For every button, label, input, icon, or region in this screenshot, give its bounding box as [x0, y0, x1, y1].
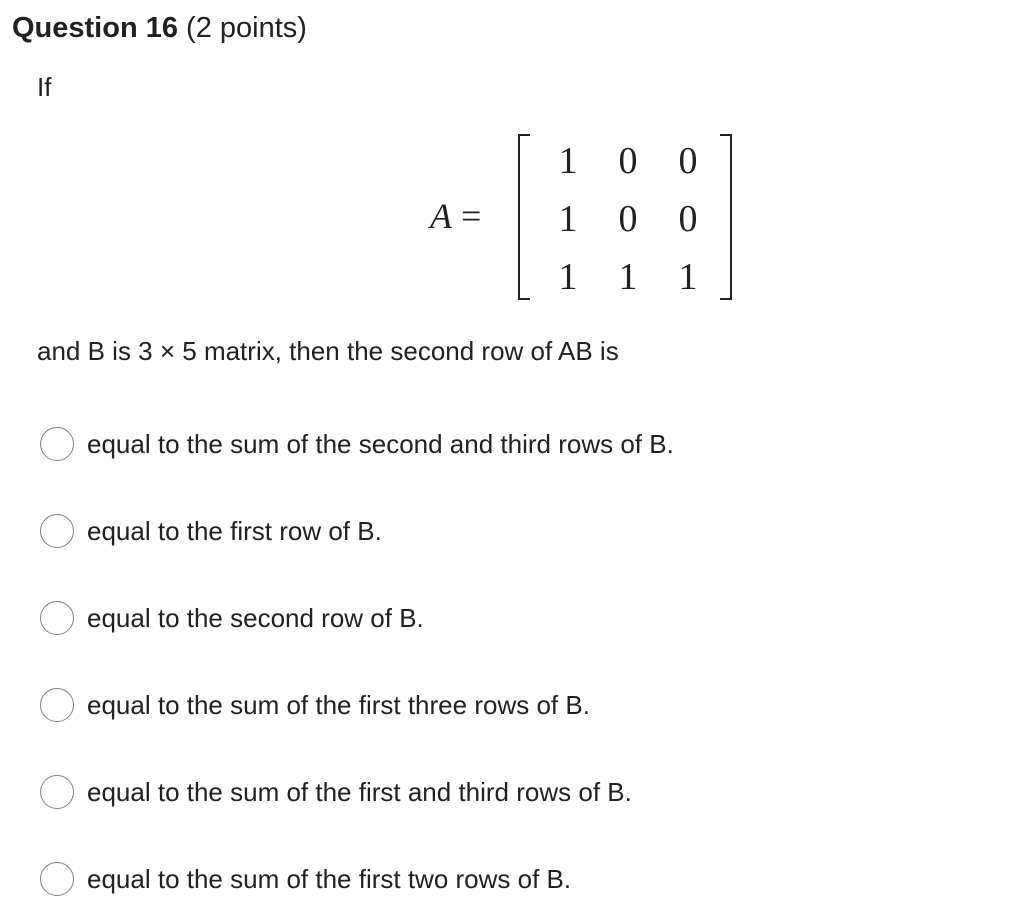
radio-button[interactable]	[40, 862, 74, 896]
answer-option-5[interactable]	[40, 772, 632, 812]
matrix-lhs	[430, 194, 481, 238]
matrix-cell: 0	[618, 198, 638, 240]
answer-option-2[interactable]	[40, 511, 382, 551]
answer-option-label: equal to the sum of the first three rows of B.	[87, 689, 590, 720]
matrix-left-bracket	[518, 134, 530, 300]
matrix-cell: 1	[678, 256, 698, 298]
answer-option-label: equal to the second row of B.	[87, 602, 424, 633]
radio-button[interactable]	[40, 601, 74, 635]
radio-button[interactable]	[40, 514, 74, 548]
matrix-cell: 1	[618, 256, 638, 298]
matrix-variable: A	[430, 196, 452, 236]
radio-button[interactable]	[40, 688, 74, 722]
radio-button[interactable]	[40, 427, 74, 461]
matrix-grid	[538, 132, 718, 306]
radio-button[interactable]	[40, 775, 74, 809]
answer-option-label: equal to the sum of the first two rows of B.	[87, 863, 572, 894]
answer-option-label: equal to the first row of B.	[87, 515, 382, 546]
question-intro-text: If	[37, 72, 52, 102]
question-points: (2 points)	[178, 12, 307, 44]
matrix-right-bracket	[720, 134, 732, 300]
answer-option-1[interactable]	[40, 424, 674, 464]
matrix-cell: 0	[678, 140, 698, 182]
answer-option-3[interactable]	[40, 598, 424, 638]
matrix-cell: 1	[558, 140, 578, 182]
matrix-cell: 0	[618, 140, 638, 182]
matrix-cell: 0	[678, 198, 698, 240]
equals-sign: =	[452, 196, 482, 236]
answer-option-label: equal to the sum of the first and third rows of B.	[87, 776, 632, 807]
question-prompt: and B is 3 × 5 matrix, then the second row of AB is	[37, 336, 619, 366]
matrix-cell: 1	[558, 256, 578, 298]
answer-option-label: equal to the sum of the second and third rows of B.	[87, 428, 674, 459]
question-title: Question 16	[12, 12, 178, 44]
matrix-equation	[430, 132, 750, 304]
answer-option-6[interactable]	[40, 859, 571, 899]
question-header	[12, 12, 307, 45]
answer-option-4[interactable]	[40, 685, 590, 725]
matrix-cell: 1	[558, 198, 578, 240]
